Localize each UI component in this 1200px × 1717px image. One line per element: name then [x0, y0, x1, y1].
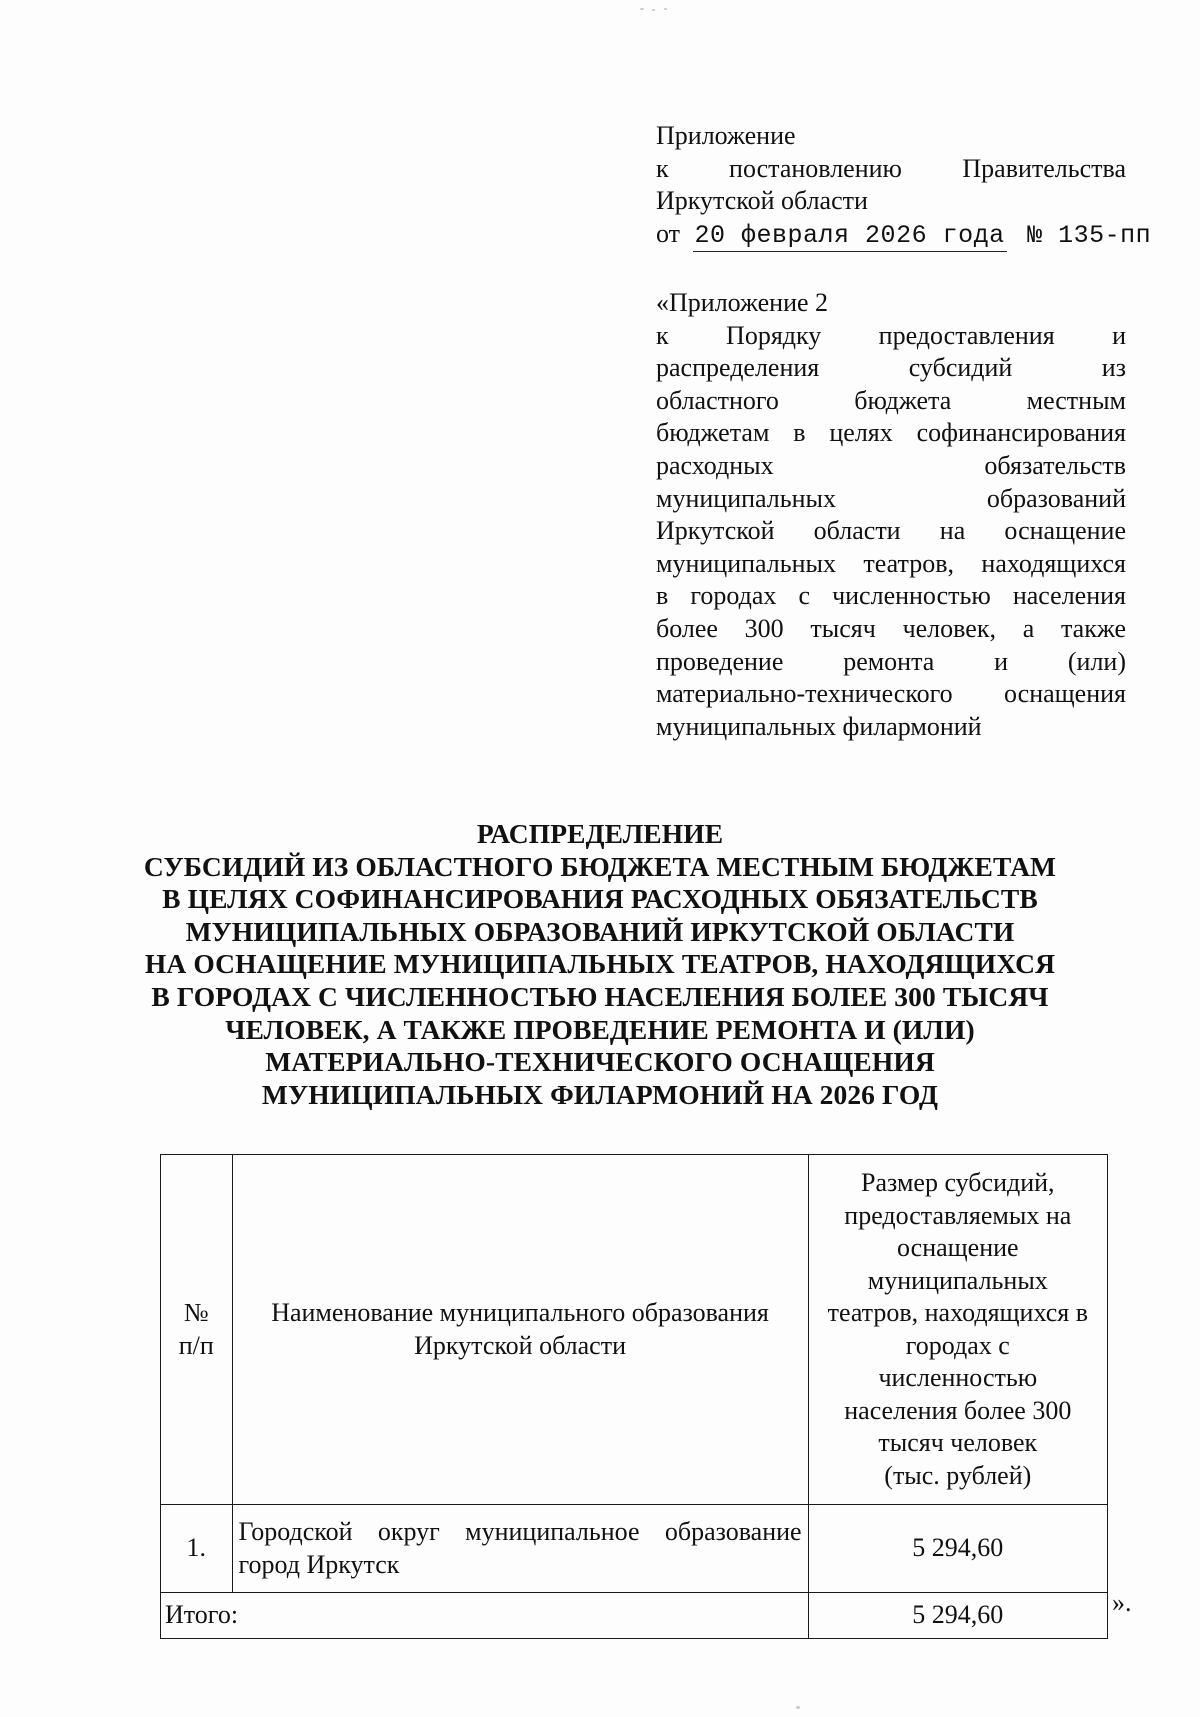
title-line: МАТЕРИАЛЬНО-ТЕХНИЧЕСКОГО ОСНАЩЕНИЯ	[265, 1046, 935, 1078]
header-amount-line: тысяч человек	[878, 1428, 1038, 1457]
header-amount-line: предоставляемых на	[844, 1200, 1072, 1230]
scan-speck	[652, 9, 655, 11]
title-line: В ГОРОДАХ С ЧИСЛЕННОСТЬЮ НАСЕЛЕНИЯ БОЛЕЕ 300 ТЫСЯЧ	[151, 980, 1049, 1012]
appendix2-line: бюджетам в целях софинансирования	[656, 418, 1126, 448]
header-number-abbr: п/п	[178, 1330, 214, 1360]
appendix2-line: проведение ремонта и (или)	[656, 646, 1126, 676]
header-amount-line: Размер субсидий,	[861, 1168, 1055, 1197]
distribution-table	[160, 1154, 1108, 1639]
row-amount: 5 294,60	[808, 1505, 1107, 1593]
appendix2-line: к Порядку предоставления и	[656, 320, 1126, 350]
date-prefix: от	[656, 218, 681, 248]
decree-number: № 135-пп	[1027, 220, 1152, 250]
appendix-date-line	[656, 218, 1152, 253]
scan-speck	[640, 8, 644, 10]
table-total-row	[161, 1593, 1108, 1639]
decree-date: 20 февраля 2026 года	[694, 220, 1005, 250]
row-municipality: Городской округ муниципальное образование город Иркутск	[232, 1505, 808, 1593]
appendix2-line: более 300 тысяч человек, а также	[656, 613, 1126, 643]
appendix2-line: материально-технического оснащения	[656, 679, 1126, 709]
total-label: Итого:	[161, 1593, 809, 1639]
total-amount: 5 294,60	[808, 1593, 1107, 1639]
document-title	[100, 818, 1100, 1111]
appendix2-line: «Приложение 2	[656, 288, 829, 317]
appendix2-line: муниципальных театров, находящихся	[656, 548, 1126, 578]
appendix2-line: в городах с численностью населения	[656, 581, 1126, 611]
title-line: РАСПРЕДЕЛЕНИЕ	[476, 818, 724, 849]
appendix2-line: муниципальных филармоний	[656, 711, 982, 741]
appendix-to-line: к постановлению Правительства	[656, 153, 1126, 183]
header-amount-line: (тыс. рублей)	[884, 1460, 1032, 1490]
header-amount-line: численностью	[878, 1363, 1038, 1392]
title-line: СУБСИДИЙ ИЗ ОБЛАСТНОГО БЮДЖЕТА МЕСТНЫМ БЮДЖЕТАМ	[143, 850, 1057, 882]
title-line: МУНИЦИПАЛЬНЫХ ОБРАЗОВАНИЙ ИРКУТСКОЙ ОБЛАСТИ	[185, 915, 1015, 947]
title-line: В ЦЕЛЯХ СОФИНАНСИРОВАНИЯ РАСХОДНЫХ ОБЯЗАТЕЛЬСТВ	[162, 883, 1038, 915]
header-number	[161, 1155, 233, 1505]
header-amount-line: театров, находящихся в	[827, 1298, 1088, 1327]
appendix2-line: распределения субсидий из	[656, 353, 1126, 383]
table-header-row	[161, 1155, 1108, 1505]
title-line: НА ОСНАЩЕНИЕ МУНИЦИПАЛЬНЫХ ТЕАТРОВ, НАХОДЯЩИХСЯ	[144, 948, 1056, 980]
header-name-line: Наименование муниципального образования	[271, 1298, 769, 1327]
appendix-title: Приложение	[656, 121, 796, 150]
header-subsidy-amount	[808, 1155, 1107, 1505]
header-amount-line: городах с	[905, 1330, 1010, 1360]
row-number: 1.	[161, 1505, 233, 1593]
header-amount-line: муниципальных	[867, 1265, 1048, 1295]
appendix2-line: областного бюджета местным	[656, 385, 1126, 415]
header-amount-line: населения более 300	[844, 1395, 1072, 1425]
appendix2-line: Иркутской области на оснащение	[656, 516, 1126, 546]
closing-quote: ».	[1112, 1588, 1132, 1617]
header-number-sign: №	[183, 1298, 209, 1327]
appendix2-reference	[656, 287, 1126, 743]
header-name-line: Иркутской области	[414, 1330, 626, 1360]
appendix-region-line: Иркутской области	[656, 186, 868, 215]
appendix2-line: муниципальных образований	[656, 483, 1126, 513]
title-line: ЧЕЛОВЕК, А ТАКЖЕ ПРОВЕДЕНИЕ РЕМОНТА И (ИЛИ)	[225, 1013, 975, 1045]
appendix2-line: расходных обязательств	[656, 450, 1126, 480]
scan-speck	[796, 1706, 800, 1709]
table-row	[161, 1505, 1108, 1593]
title-line: МУНИЦИПАЛЬНЫХ ФИЛАРМОНИЙ НА 2026 ГОД	[261, 1078, 939, 1110]
header-amount-line: оснащение	[897, 1233, 1019, 1262]
scan-speck	[664, 8, 667, 10]
appendix-header	[656, 120, 1152, 252]
header-municipality-name	[232, 1155, 808, 1505]
